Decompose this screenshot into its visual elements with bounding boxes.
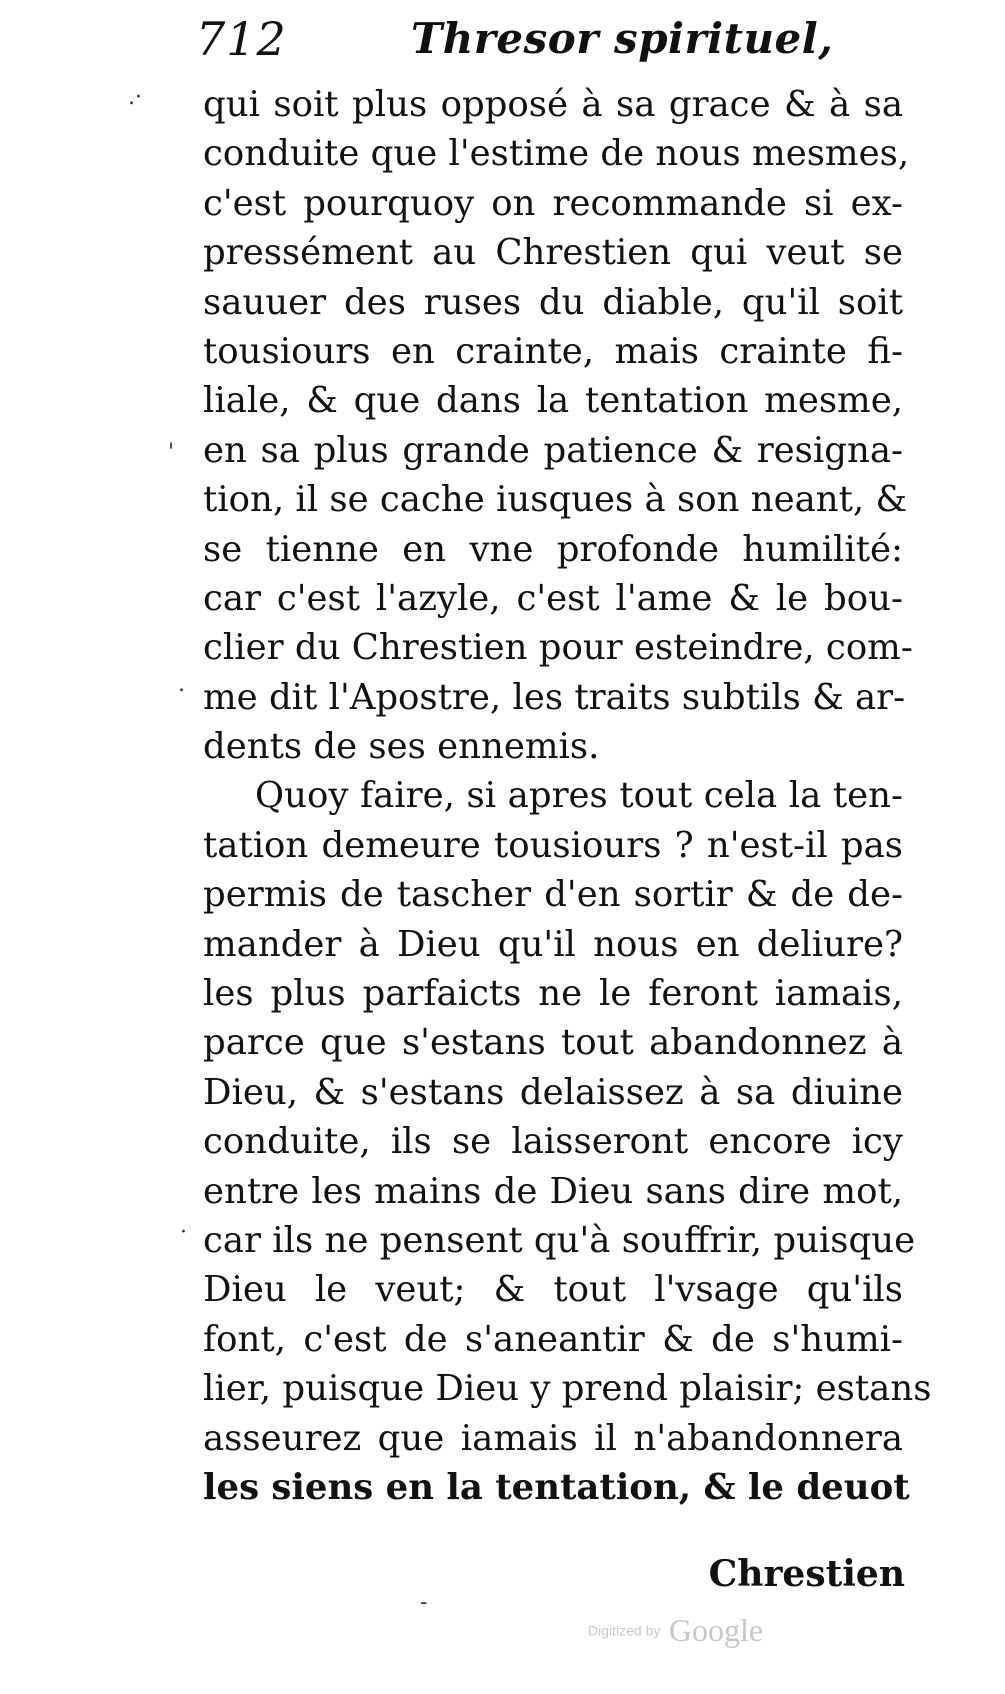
text-line: asseurez que iamais il n'abandonnera — [203, 1417, 903, 1459]
text-line: tousiours en crainte, mais crainte fi- — [203, 330, 903, 372]
text-line: font, c'est de s'aneantir & de s'humi- — [203, 1318, 903, 1360]
page-header — [196, 12, 896, 82]
text-line: en sa plus grande patience & resigna- — [203, 429, 903, 471]
text-line: c'est pourquoy on recommande si ex- — [203, 182, 903, 224]
text-line: se tienne en vne profonde humilité: — [203, 528, 903, 570]
text-line: parce que s'estans tout abandonnez à — [203, 1022, 903, 1064]
digitized-watermark — [588, 1612, 763, 1649]
margin-mark: .· — [128, 85, 142, 110]
text-line: Quoy faire, si apres tout cela la ten- — [255, 775, 903, 817]
text-line: me dit l'Apostre, les traits subtils & ar- — [203, 676, 906, 718]
margin-mark: · — [180, 1220, 187, 1245]
text-line: Dieu, & s'estans delaissez à sa diuine — [203, 1071, 903, 1113]
google-logo: Google — [668, 1612, 764, 1648]
text-line: les plus parfaicts ne le feront iamais, — [203, 973, 903, 1015]
text-line: entre les mains de Dieu sans dire mot, — [203, 1170, 903, 1212]
text-line: permis de tascher d'en sortir & de de- — [203, 874, 903, 916]
margin-mark: ' — [168, 440, 175, 465]
running-head: Thresor spirituel, — [411, 14, 834, 63]
text-line: Dieu le veut; & tout l'vsage qu'ils — [203, 1269, 903, 1311]
text-line: car c'est l'azyle, c'est l'ame & le bou- — [203, 577, 903, 619]
text-line: lier, puisque Dieu y prend plaisir; estans — [203, 1368, 932, 1410]
margin-mark: . — [178, 672, 185, 697]
digitized-prefix: Digitized by — [588, 1622, 661, 1639]
text-line: car ils ne pensent qu'à souffrir, puisque — [203, 1219, 916, 1261]
catchword: Chrestien — [708, 1553, 905, 1595]
text-line: qui soit plus opposé à sa grace & à sa — [203, 84, 903, 125]
text-line: pressément au Chrestien qui veut se — [203, 232, 903, 274]
page-number: 712 — [196, 12, 287, 66]
text-line: tion, il se cache iusques à son neant, & — [203, 479, 908, 521]
text-line: conduite que l'estime de nous mesmes, — [203, 133, 910, 175]
text-line: liale, & que dans la tentation mesme, — [203, 380, 903, 422]
text-line: conduite, ils se laisseront encore icy — [203, 1121, 903, 1163]
text-line: sauuer des ruses du diable, qu'il soit — [203, 281, 903, 323]
text-line: clier du Chrestien pour esteindre, com- — [203, 627, 913, 669]
body-text — [203, 80, 932, 1512]
text-line: mander à Dieu qu'il nous en deliure? — [203, 923, 903, 965]
text-line: dents de ses ennemis. — [203, 726, 600, 768]
margin-mark: - — [420, 1590, 428, 1615]
text-line: les siens en la tentation, & le deuot — [203, 1466, 910, 1508]
text-line: tation demeure tousiours ? n'est-il pas — [203, 824, 903, 866]
